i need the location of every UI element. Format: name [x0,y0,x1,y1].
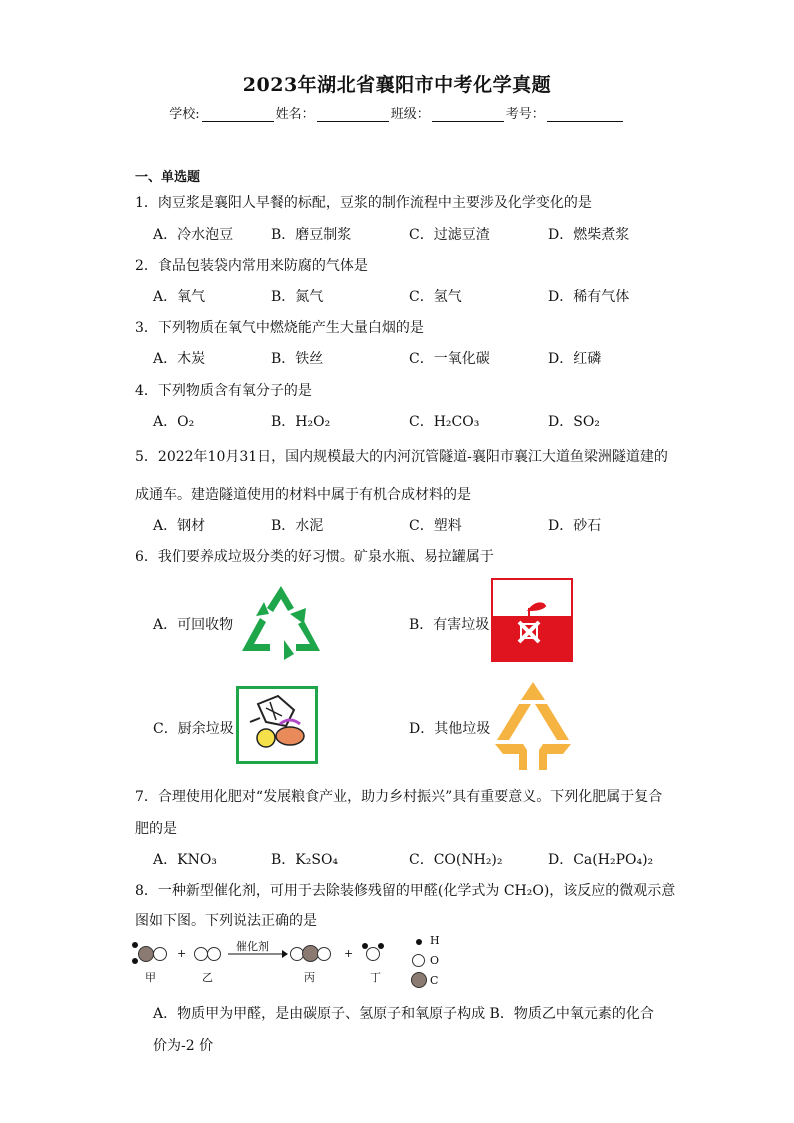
legend-h-label: H [430,934,440,947]
plus-sign: + [344,947,354,960]
kitchen-waste-symbol-icon [236,686,318,764]
student-info-line [0,103,794,122]
option-d[interactable]: D．砂石 [548,518,602,534]
option-d[interactable]: D．Ca(H₂PO₄)₂ [548,852,654,868]
question-2-options [153,286,673,308]
hydrogen-atom [378,943,384,949]
question-4-stem: 4．下列物质含有氧分子的是 [135,383,312,399]
oxygen-atom [153,947,167,961]
hydrogen-atom [362,943,368,949]
option-c[interactable]: C．CO(NH₂)₂ [409,852,503,868]
question-8-stem-line1: 8．一种新型催化剂，可用于去除装修残留的甲醛(化学式为 CH₂O)，该反应的微观示意 [135,883,676,899]
question-3-stem: 3．下列物质在氧气中燃烧能产生大量白烟的是 [135,320,424,336]
option-a[interactable]: A．O₂ [153,414,195,430]
option-c[interactable]: C．H₂CO₃ [409,414,480,430]
label-bing: 丙 [304,971,315,984]
plus-sign: + [177,947,187,960]
question-2-stem: 2．食品包装袋内常用来防腐的气体是 [135,258,368,274]
option-a[interactable]: A．木炭 [153,351,206,367]
other-waste-symbol-icon [491,680,575,772]
question-7-options [153,849,673,871]
hydrogen-atom [132,958,138,964]
class-label: 班级： [390,107,430,122]
question-1-stem: 1．肉豆浆是襄阳人早餐的标配，豆浆的制作流程中主要涉及化学变化的是 [135,195,592,211]
hydrogen-atom [132,942,138,948]
option-d[interactable]: D．SO₂ [548,414,600,430]
option-b[interactable]: B．H₂O₂ [271,414,331,430]
reaction-arrow-icon [228,949,288,959]
option-c[interactable]: C．厨余垃圾 [153,721,234,737]
option-a[interactable]: A．KNO₃ [153,852,217,868]
question-6-stem: 6．我们要养成垃圾分类的好习惯。矿泉水瓶、易拉罐属于 [135,549,494,565]
option-a[interactable]: A．钢材 [153,518,206,534]
hazardous-waste-symbol-icon [491,578,573,662]
question-8-option-ab[interactable]: A．物质甲为甲醛，是由碳原子、氢原子和氧原子构成 B．物质乙中氧元素的化合 [153,1006,654,1022]
option-c[interactable]: C．氢气 [409,289,462,305]
label-ding: 丁 [370,971,381,984]
option-c[interactable]: C．一氧化碳 [409,351,490,367]
label-jia: 甲 [145,971,156,984]
reaction-diagram [132,935,462,995]
option-d[interactable]: D．其他垃圾 [409,721,491,737]
section-heading: 一、单选题 [135,170,201,185]
option-d[interactable]: D．燃柴煮浆 [548,227,630,243]
question-5-stem-line1: 5．2022年10月31日，国内规模最大的内河沉管隧道-襄阳市襄江大道鱼梁洲隧道建的 [135,449,668,465]
exam-number-blank[interactable] [547,107,623,122]
legend-carbon-icon [411,972,427,988]
recycle-symbol-icon [234,580,328,666]
class-blank[interactable] [432,107,504,122]
option-b[interactable]: B．水泥 [271,518,324,534]
question-7-stem-line1: 7．合理使用化肥对“发展粮食产业，助力乡村振兴”具有重要意义。下列化肥属于复合 [135,789,663,805]
option-b[interactable]: B．铁丝 [271,351,324,367]
carbon-atom [138,946,154,962]
oxygen-atom [317,947,331,961]
question-1-options [153,224,673,246]
option-c[interactable]: C．塑料 [409,518,462,534]
legend-o-label: O [430,954,440,967]
option-b[interactable]: B．氮气 [271,289,324,305]
option-c[interactable]: C．过滤豆渣 [409,227,490,243]
catalyst-label: 催化剂 [236,940,269,953]
question-4-options [153,411,673,433]
exam-number-label: 考号： [505,107,545,122]
question-8-option-b-continued: 价为-2 价 [153,1038,214,1054]
page-title: 2023年湖北省襄阳市中考化学真题 [242,74,552,96]
option-b[interactable]: B．K₂SO₄ [271,852,339,868]
option-b[interactable]: B．磨豆制浆 [271,227,352,243]
option-d[interactable]: D．稀有气体 [548,289,630,305]
question-3-options [153,348,673,370]
question-8-stem-line2: 图如下图。下列说法正确的是 [135,913,317,929]
legend-hydrogen-icon [416,939,422,945]
option-a[interactable]: A．冷水泡豆 [153,227,234,243]
oxygen-atom [207,947,221,961]
option-b[interactable]: B．有害垃圾 [409,617,490,633]
oxygen-atom [194,947,208,961]
school-label: 学校: [169,107,200,122]
legend-oxygen-icon [412,954,425,967]
legend-c-label: C [430,974,439,987]
question-5-options [153,515,673,537]
option-d[interactable]: D．红磷 [548,351,602,367]
name-blank[interactable] [317,107,389,122]
option-a[interactable]: A．可回收物 [153,617,234,633]
oxygen-atom [366,947,380,961]
school-blank[interactable] [202,107,274,122]
question-7-stem-line2: 肥的是 [135,821,177,837]
label-yi: 乙 [202,971,213,984]
name-label: 姓名： [275,107,315,122]
option-a[interactable]: A．氧气 [153,289,206,305]
question-5-stem-line2: 成通车。建造隧道使用的材料中属于有机合成材料的是 [135,487,471,503]
